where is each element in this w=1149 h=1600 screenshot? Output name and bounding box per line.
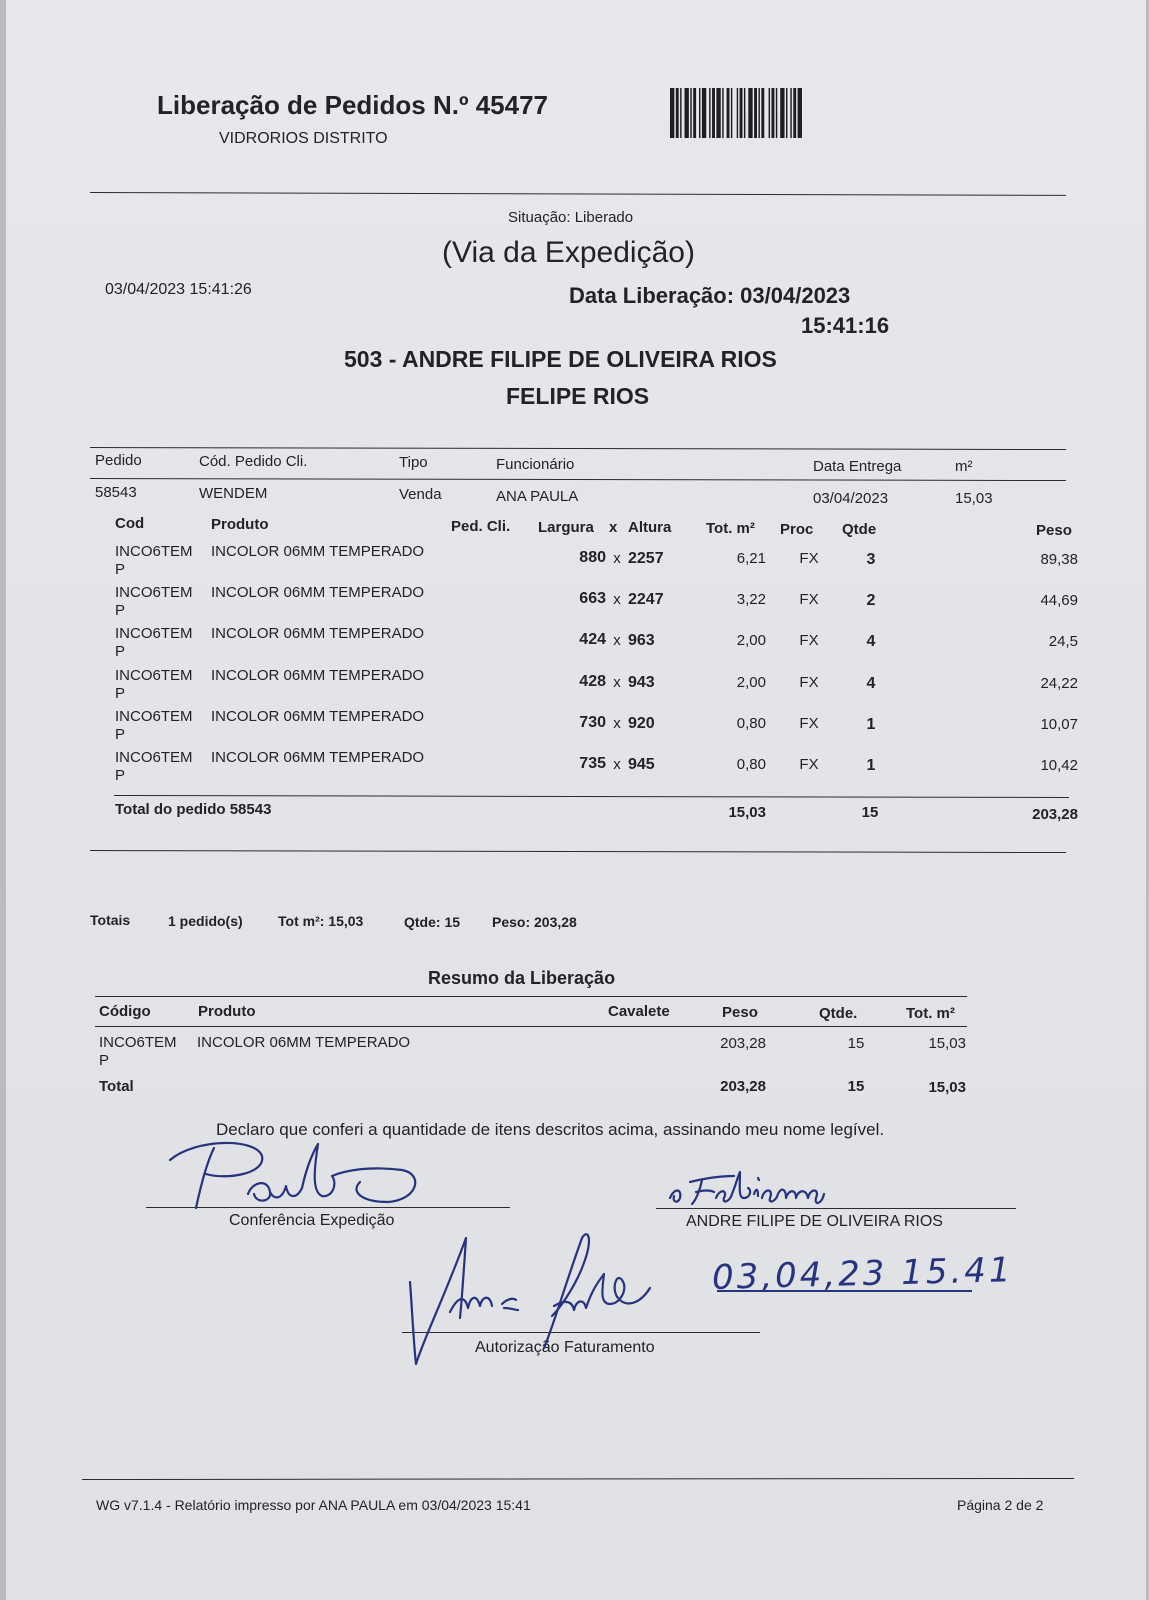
item-cod: INCO6TEM xyxy=(115,749,193,766)
val-tipo: Venda xyxy=(399,486,442,503)
items-total-line xyxy=(114,795,1069,798)
item-largura: 424 xyxy=(579,631,606,649)
item-cod: INCO6TEM xyxy=(115,584,193,602)
item-tot-m2: 2,00 xyxy=(736,632,766,650)
items-col-proc: Proc xyxy=(780,521,814,538)
items-total-label: Total do pedido 58543 xyxy=(115,801,272,818)
item-largura: 880 xyxy=(579,549,606,566)
item-cod-wrap: P xyxy=(115,725,126,743)
item-largura: 428 xyxy=(579,672,606,690)
item-produto: INCOLOR 06MM TEMPERADO xyxy=(211,707,425,725)
item-altura: 2257 xyxy=(628,550,664,567)
item-largura: 663 xyxy=(579,590,606,608)
item-altura: 945 xyxy=(628,756,655,773)
barcode-bar xyxy=(740,88,743,138)
client-name: FELIPE RIOS xyxy=(506,383,650,409)
items-total-tot-m2: 15,03 xyxy=(728,804,766,821)
items-bottom-line xyxy=(90,850,1066,853)
item-qtde: 4 xyxy=(866,633,876,651)
order-header-mid-line xyxy=(90,478,1066,481)
resumo-row-codigo: INCO6TEM xyxy=(99,1034,177,1051)
barcode-bar xyxy=(722,88,723,138)
col-cod-pedido-cli: Cód. Pedido Cli. xyxy=(199,453,308,470)
items-col-cod: Cod xyxy=(115,515,145,532)
item-x: x xyxy=(613,632,621,650)
items-total-peso: 203,28 xyxy=(1032,806,1078,823)
barcode-bar xyxy=(716,88,720,138)
resumo-top-line xyxy=(95,996,967,997)
col-tipo: Tipo xyxy=(399,454,428,471)
item-proc: FX xyxy=(799,673,819,691)
signature-paulo xyxy=(156,1130,436,1220)
item-largura: 735 xyxy=(579,755,606,772)
item-cod-wrap: P xyxy=(115,684,126,702)
barcode-bar xyxy=(670,88,674,138)
resumo-row-produto: INCOLOR 06MM TEMPERADO xyxy=(197,1034,411,1051)
resumo-row-codigo-wrap: P xyxy=(99,1052,110,1069)
item-x: x xyxy=(613,714,621,732)
resumo-title: Resumo da Liberação xyxy=(428,968,616,988)
item-tot-m2: 0,80 xyxy=(736,714,766,732)
resumo-total-peso: 203,28 xyxy=(720,1078,766,1095)
item-cod-wrap: P xyxy=(115,561,126,578)
item-altura: 920 xyxy=(628,714,655,732)
item-x: x xyxy=(613,673,621,691)
item-qtde: 1 xyxy=(866,757,876,774)
situacao-status: Situação: Liberado xyxy=(508,209,634,226)
items-col-qtde: Qtde xyxy=(842,521,877,538)
barcode-bar xyxy=(731,88,732,138)
totals-peso: Peso: 203,28 xyxy=(492,914,577,930)
barcode-bar xyxy=(776,88,777,138)
totals-label: Totais xyxy=(90,912,131,928)
barcode-bar xyxy=(744,88,745,138)
items-col-ped-cli: Ped. Cli. xyxy=(451,518,511,535)
barcode-bar xyxy=(712,88,715,138)
resumo-total-tot-m2: 15,03 xyxy=(928,1079,966,1096)
items-col-largura: Largura xyxy=(538,519,594,536)
item-produto: INCOLOR 06MM TEMPERADO xyxy=(211,749,425,766)
item-cod-wrap: P xyxy=(115,643,126,661)
col-pedido: Pedido xyxy=(95,452,142,469)
resumo-total-label: Total xyxy=(99,1078,134,1095)
item-peso: 10,07 xyxy=(1040,715,1078,733)
item-tot-m2: 2,00 xyxy=(736,673,766,691)
signature-ana-paula xyxy=(404,1228,674,1376)
item-produto: INCOLOR 06MM TEMPERADO xyxy=(211,543,425,560)
val-cod-pedido-cli: WENDEM xyxy=(199,485,268,502)
items-col-tot-m2: Tot. m² xyxy=(706,520,755,537)
col-data-entrega: Data Entrega xyxy=(813,458,902,475)
totals-qtde: Qtde: 15 xyxy=(404,914,461,930)
cliente-signature-line xyxy=(656,1208,1016,1209)
item-qtde: 4 xyxy=(866,674,876,692)
resumo-row-tot-m2: 15,03 xyxy=(928,1035,966,1052)
item-x: x xyxy=(613,550,621,567)
item-cod-wrap: P xyxy=(115,767,126,784)
barcode-bar xyxy=(790,88,791,138)
resumo-mid-line xyxy=(95,1026,967,1027)
barcode-bar xyxy=(758,88,759,138)
item-qtde: 2 xyxy=(866,592,876,610)
barcode-bar xyxy=(780,88,784,138)
print-datetime: 03/04/2023 15:41:26 xyxy=(105,281,252,298)
barcode-bar xyxy=(709,88,710,138)
item-cod: INCO6TEM xyxy=(115,543,193,560)
resumo-col-qtde: Qtde. xyxy=(819,1005,858,1022)
item-produto: INCOLOR 06MM TEMPERADO xyxy=(211,666,425,684)
item-peso: 89,38 xyxy=(1040,551,1078,568)
item-largura: 730 xyxy=(579,713,606,731)
barcode-bar xyxy=(793,88,796,138)
col-m2: m² xyxy=(955,458,973,475)
item-proc: FX xyxy=(799,550,819,567)
barcode-bar xyxy=(754,88,757,138)
item-x: x xyxy=(613,756,621,773)
item-peso: 10,42 xyxy=(1040,757,1078,774)
item-qtde: 3 xyxy=(866,551,876,568)
order-header-top-line xyxy=(90,447,1066,450)
data-liberacao: Data Liberação: 03/04/2023 xyxy=(569,283,851,308)
document-title: Liberação de Pedidos N.º 45477 xyxy=(157,90,548,120)
signature-fabiana xyxy=(666,1164,846,1208)
item-produto: INCOLOR 06MM TEMPERADO xyxy=(211,584,425,602)
items-col-peso: Peso xyxy=(1036,522,1072,539)
footer-page-number: Página 2 de 2 xyxy=(957,1497,1044,1513)
barcode-bar xyxy=(772,88,775,138)
barcode-bar xyxy=(761,88,764,138)
item-tot-m2: 6,21 xyxy=(736,550,766,567)
barcode-bar xyxy=(748,88,752,138)
item-cod: INCO6TEM xyxy=(115,666,193,684)
resumo-col-peso: Peso xyxy=(722,1004,758,1021)
item-proc: FX xyxy=(799,756,819,773)
item-altura: 963 xyxy=(628,632,655,650)
resumo-col-codigo: Código xyxy=(99,1003,151,1020)
handwritten-date-underline xyxy=(717,1290,972,1292)
handwritten-date: 03,04,23 15.41 xyxy=(711,1250,1015,1298)
resumo-col-produto: Produto xyxy=(198,1003,256,1020)
col-funcionario: Funcionário xyxy=(496,456,575,473)
barcode-bar xyxy=(727,88,730,138)
resumo-col-cavalete: Cavalete xyxy=(608,1003,670,1020)
item-peso: 24,5 xyxy=(1048,633,1078,651)
client-line: 503 - ANDRE FILIPE DE OLIVEIRA RIOS xyxy=(344,346,777,372)
resumo-total-qtde: 15 xyxy=(847,1078,865,1095)
items-col-x: x xyxy=(609,519,618,536)
item-peso: 44,69 xyxy=(1040,592,1078,610)
company-name: VIDRORIOS DISTRITO xyxy=(219,130,388,147)
barcode-bar xyxy=(690,88,691,138)
item-proc: FX xyxy=(799,591,819,609)
footer-divider xyxy=(82,1478,1074,1480)
item-tot-m2: 0,80 xyxy=(736,756,766,773)
resumo-row-qtde: 15 xyxy=(847,1035,865,1052)
item-cod-wrap: P xyxy=(115,602,126,620)
item-cod: INCO6TEM xyxy=(115,625,193,643)
totals-pedidos: 1 pedido(s) xyxy=(168,913,243,929)
item-tot-m2: 3,22 xyxy=(736,591,766,609)
resumo-row-peso: 203,28 xyxy=(720,1035,766,1052)
document-page xyxy=(6,0,1146,1600)
item-qtde: 1 xyxy=(866,715,876,733)
declaration-text: Declaro que conferi a quantidade de itens descritos acima, assinando meu nome legível. xyxy=(216,1120,885,1139)
barcode-bar xyxy=(798,88,802,138)
footer-report-info: WG v7.1.4 - Relatório impresso por ANA PAULA em 03/04/2023 15:41 xyxy=(96,1497,531,1513)
item-peso: 24,22 xyxy=(1040,674,1078,692)
conferencia-label: Conferência Expedição xyxy=(229,1212,395,1229)
barcode-bar xyxy=(676,88,679,138)
autorizacao-label: Autorização Faturamento xyxy=(475,1339,655,1356)
item-altura: 943 xyxy=(628,673,655,691)
barcode-bar xyxy=(702,88,706,138)
barcode-bar xyxy=(786,88,787,138)
item-x: x xyxy=(613,591,621,609)
item-produto: INCOLOR 06MM TEMPERADO xyxy=(211,625,425,643)
resumo-col-tot-m2: Tot. m² xyxy=(906,1005,955,1022)
barcode-bar xyxy=(769,88,770,138)
barcode-bar xyxy=(737,88,738,138)
items-total-qtde: 15 xyxy=(861,804,879,821)
barcode xyxy=(670,88,846,138)
totals-tot-m2: Tot m²: 15,03 xyxy=(278,913,364,929)
val-pedido: 58543 xyxy=(95,484,137,501)
barcode-bar xyxy=(693,88,696,138)
items-col-altura: Altura xyxy=(628,519,672,536)
data-liberacao-time: 15:41:16 xyxy=(801,313,890,338)
cliente-label: ANDRE FILIPE DE OLIVEIRA RIOS xyxy=(686,1213,943,1230)
item-proc: FX xyxy=(799,714,819,732)
val-data-entrega: 03/04/2023 xyxy=(813,490,889,507)
header-divider xyxy=(90,192,1066,196)
item-proc: FX xyxy=(799,632,819,650)
item-altura: 2247 xyxy=(628,591,664,609)
barcode-bar xyxy=(685,88,689,138)
item-cod: INCO6TEM xyxy=(115,707,193,725)
barcode-bar xyxy=(680,88,681,138)
val-m2: 15,03 xyxy=(955,490,993,507)
via-label: (Via da Expedição) xyxy=(442,236,695,269)
items-col-produto: Produto xyxy=(211,516,269,533)
barcode-bar xyxy=(699,88,700,138)
val-funcionario: ANA PAULA xyxy=(496,488,579,505)
